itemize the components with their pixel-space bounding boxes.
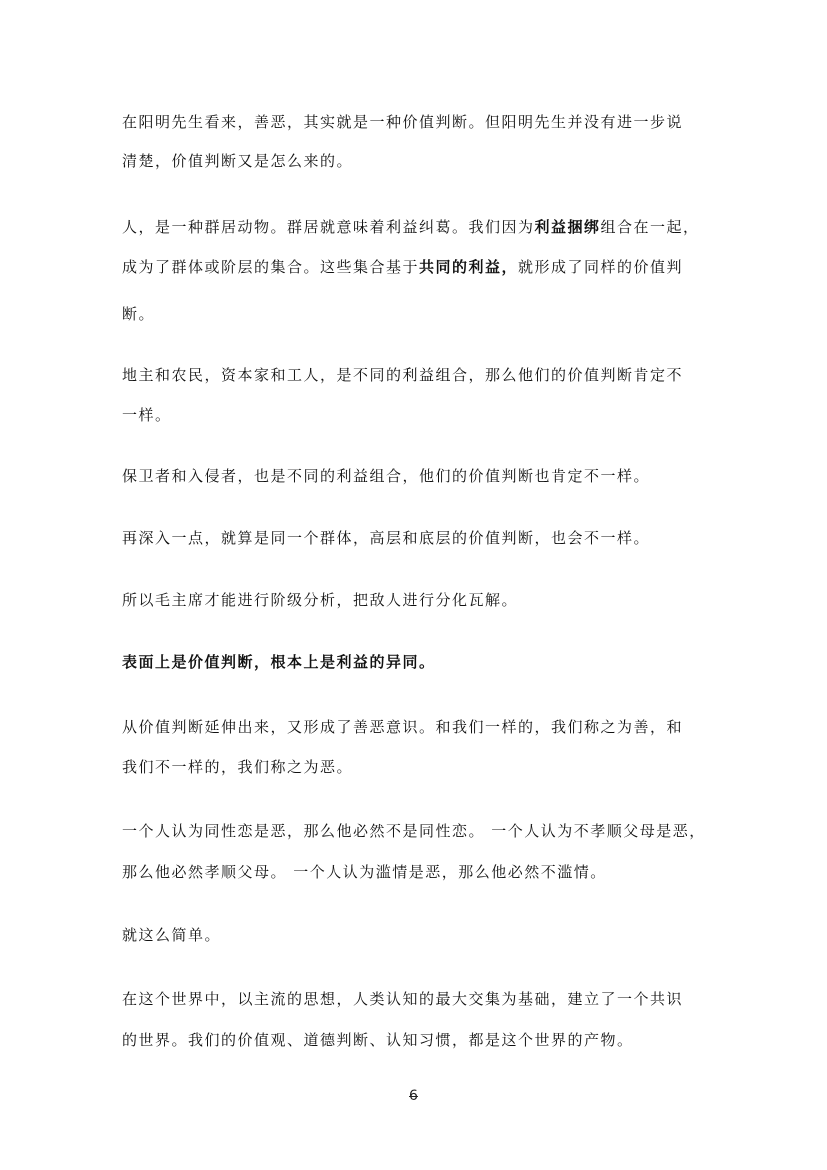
paragraph-line: [122, 652, 436, 672]
text-segment: 我们不一样的，我们称之为恶。: [122, 758, 354, 776]
bold-text-segment: 利益捆绑: [534, 218, 601, 236]
text-segment: 一个人认为同性恋是恶，那么他必然不是同性恋。 一个人认为不孝顺父母是恶，: [122, 822, 706, 840]
text-segment: 所以毛主席才能进行阶级分析，把敌人进行分化瓦解。: [122, 591, 519, 609]
paragraph-line: [122, 257, 683, 277]
text-segment: 就形成了同样的价值判: [518, 258, 684, 276]
paragraph-line: [122, 1030, 634, 1050]
paragraph-line: [122, 821, 706, 841]
text-segment: 的世界。我们的价值观、道德判断、认知习惯，都是这个世界的产物。: [122, 1031, 634, 1049]
paragraph-line: [122, 862, 607, 882]
bold-text-segment: 共同的利益，: [419, 258, 519, 276]
text-segment: 地主和农民，资本家和工人，是不同的利益组合，那么他们的价值判断肯定不: [122, 366, 684, 384]
paragraph-line: [122, 528, 650, 548]
paragraph-line: [122, 151, 353, 171]
text-segment: 组合在一起，: [600, 218, 700, 236]
text-segment: 断。: [122, 305, 156, 323]
bold-text-segment: 表面上是价值判断，根本上是利益的异同。: [122, 653, 436, 671]
paragraph-line: [122, 590, 518, 610]
text-segment: 在这个世界中，以主流的思想，人类认知的最大交集为基础，建立了一个共识: [122, 990, 684, 1008]
paragraph-line: [122, 112, 683, 132]
text-segment: 保卫者和入侵者，也是不同的利益组合，他们的价值判断也肯定不一样。: [122, 467, 651, 485]
paragraph-line: [122, 365, 683, 385]
paragraph-line: [122, 925, 221, 945]
paragraph-line: [122, 757, 353, 777]
text-segment: 清楚，价值判断又是怎么来的。: [122, 152, 354, 170]
text-segment: 就这么简单。: [122, 926, 222, 944]
page-number-footer: [0, 1086, 827, 1106]
text-segment: 在阳明先生看来，善恶，其实就是一种价值判断。但阳明先生并没有进一步说: [122, 113, 684, 131]
paragraph-line: [122, 717, 683, 737]
page-number: 6: [409, 1088, 418, 1104]
text-segment: 成为了群体或阶层的集合。这些集合基于: [122, 258, 420, 276]
text-segment: 从价值判断延伸出来，又形成了善恶意识。和我们一样的，我们称之为善，和: [122, 718, 684, 736]
paragraph-line: [122, 466, 650, 486]
text-segment: 人，是一种群居动物。群居就意味着利益纠葛。我们因为: [122, 218, 535, 236]
paragraph-line: [122, 304, 155, 324]
paragraph-line: [122, 989, 683, 1009]
text-segment: 一样。: [122, 406, 172, 424]
paragraph-line: [122, 217, 700, 237]
text-segment: 那么他必然孝顺父母。 一个人认为滥情是恶，那么他必然不滥情。: [122, 863, 607, 881]
text-segment: 再深入一点，就算是同一个群体，高层和底层的价值判断，也会不一样。: [122, 529, 651, 547]
paragraph-line: [122, 405, 172, 425]
